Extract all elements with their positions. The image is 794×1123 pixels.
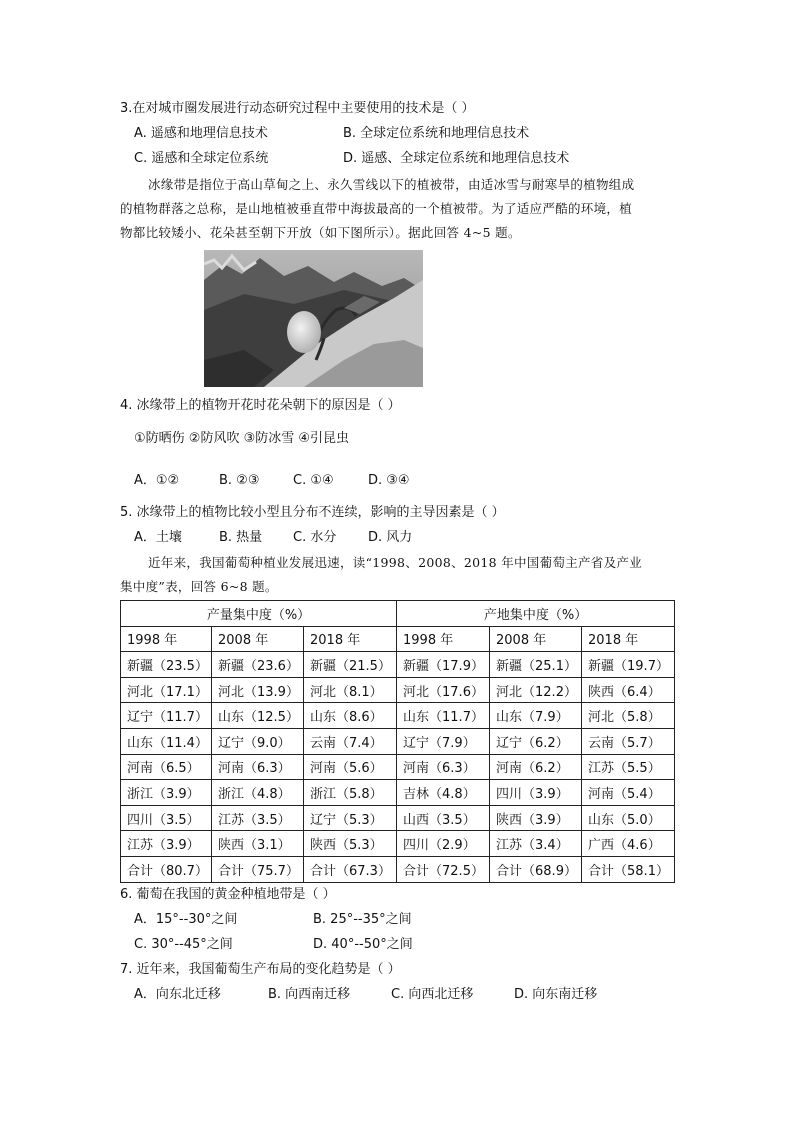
table-year-header: 2008 年 <box>212 626 304 652</box>
table-cell: 江苏（3.5） <box>212 805 304 831</box>
passage-2-line-1: 近年来，我国葡萄种植业发展迅速，读“1998、2008、2018 年中国葡萄主产省及产业 <box>148 555 642 570</box>
table-row <box>121 728 675 754</box>
grape-concentration-table <box>120 600 675 883</box>
table-cell: 浙江（5.8） <box>304 780 397 806</box>
table-row <box>121 805 675 831</box>
table-group-header-row <box>121 601 675 627</box>
question-5-option-b: B. 热量 <box>219 530 263 545</box>
table-cell: 合计（72.5） <box>397 856 490 882</box>
question-7-stem: 7. 近年来，我国葡萄生产布局的变化趋势是（ ） <box>120 962 401 977</box>
table-group-header: 产地集中度（%） <box>397 601 675 627</box>
question-4-stem: 4. 冰缘带上的植物开花时花朵朝下的原因是（ ） <box>120 398 401 413</box>
table-cell: 合计（75.7） <box>212 856 304 882</box>
question-4-option-c: C. ①④ <box>293 473 334 488</box>
table-cell: 四川（3.5） <box>121 805 212 831</box>
table-cell: 四川（3.9） <box>490 780 582 806</box>
table-cell: 河南（6.2） <box>490 754 582 780</box>
table-cell: 四川（2.9） <box>397 831 490 857</box>
table-cell: 河南（5.4） <box>582 780 675 806</box>
question-5-stem: 5. 冰缘带上的植物比较小型且分布不连续，影响的主导因素是（ ） <box>120 505 505 520</box>
table-group-header: 产量集中度（%） <box>121 601 397 627</box>
table-cell: 新疆（23.6） <box>212 652 304 678</box>
question-4-option-d: D. ③④ <box>368 473 410 488</box>
table-cell: 江苏（3.9） <box>121 831 212 857</box>
table-row <box>121 780 675 806</box>
question-7-option-a: A．向东北迁移 <box>134 987 221 1002</box>
passage-1-line-1: 冰缘带是指位于高山草甸之上、永久雪线以下的植被带，由适冰雪与耐寒旱的植物组成 <box>148 177 635 192</box>
passage-1-line-3: 物都比较矮小、花朵甚至朝下开放（如下图所示）。据此回答 4~5 题。 <box>120 225 521 240</box>
table-cell: 浙江（3.9） <box>121 780 212 806</box>
question-4-option-a: A．①② <box>134 473 180 488</box>
table-cell: 河北（8.1） <box>304 677 397 703</box>
table-cell: 山东（11.7） <box>397 703 490 729</box>
table-cell: 河南（6.3） <box>212 754 304 780</box>
question-5-option-a: A．土壤 <box>134 530 182 545</box>
table-cell: 河北（12.2） <box>490 677 582 703</box>
question-3-option-a: A. 遥感和地理信息技术 <box>134 126 268 141</box>
table-row <box>121 831 675 857</box>
passage-2-line-2: 集中度”表，回答 6~8 题。 <box>120 579 278 594</box>
question-3-stem: 3.在对城市圈发展进行动态研究过程中主要使用的技术是（ ） <box>120 101 475 116</box>
table-cell: 广西（4.6） <box>582 831 675 857</box>
table-cell: 辽宁（7.9） <box>397 728 490 754</box>
question-3-option-b: B. 全球定位系统和地理信息技术 <box>343 126 530 141</box>
table-cell: 山东（11.4） <box>121 728 212 754</box>
table-cell: 合计（68.9） <box>490 856 582 882</box>
table-cell: 陕西（3.9） <box>490 805 582 831</box>
table-cell: 辽宁（9.0） <box>212 728 304 754</box>
table-cell: 河北（17.1） <box>121 677 212 703</box>
table-cell: 河南（6.3） <box>397 754 490 780</box>
table-cell: 河北（17.6） <box>397 677 490 703</box>
table-cell: 辽宁（5.3） <box>304 805 397 831</box>
question-6-stem: 6. 葡萄在我国的黄金种植地带是（ ） <box>120 887 336 902</box>
table-cell: 河南（5.6） <box>304 754 397 780</box>
table-year-header: 2018 年 <box>582 626 675 652</box>
question-6-option-b: B. 25°--35°之间 <box>313 912 412 927</box>
table-cell: 山东（8.6） <box>304 703 397 729</box>
table-cell: 山西（3.5） <box>397 805 490 831</box>
table-row <box>121 703 675 729</box>
table-cell: 合计（58.1） <box>582 856 675 882</box>
table-year-header-row <box>121 626 675 652</box>
table-cell: 山东（7.9） <box>490 703 582 729</box>
question-4-option-b: B. ②③ <box>219 473 260 488</box>
table-row <box>121 677 675 703</box>
table-cell: 浙江（4.8） <box>212 780 304 806</box>
table-cell: 辽宁（11.7） <box>121 703 212 729</box>
question-7-option-d: D. 向东南迁移 <box>514 987 598 1002</box>
table-row <box>121 856 675 882</box>
table-cell: 云南（7.4） <box>304 728 397 754</box>
question-7-option-c: C. 向西北迁移 <box>391 987 474 1002</box>
table-row <box>121 652 675 678</box>
question-6-option-a: A．15°--30°之间 <box>134 912 238 927</box>
table-cell: 山东（12.5） <box>212 703 304 729</box>
table-cell: 陕西（6.4） <box>582 677 675 703</box>
table-year-header: 1998 年 <box>397 626 490 652</box>
table-cell: 河南（6.5） <box>121 754 212 780</box>
table-cell: 江苏（3.4） <box>490 831 582 857</box>
table-cell: 新疆（23.5） <box>121 652 212 678</box>
table-year-header: 2008 年 <box>490 626 582 652</box>
table-cell: 吉林（4.8） <box>397 780 490 806</box>
question-5-option-c: C. 水分 <box>293 530 337 545</box>
question-6-option-c: C. 30°--45°之间 <box>134 937 233 952</box>
question-4-choices: ①防晒伤 ②防风吹 ③防冰雪 ④引昆虫 <box>134 431 350 446</box>
table-cell: 山东（5.0） <box>582 805 675 831</box>
passage-1-line-2: 的植物群落之总称，是山地植被垂直带中海拔最高的一个植被带。为了适应严酷的环境，植 <box>120 201 633 216</box>
alpine-flower-photo-image <box>204 250 423 387</box>
table-cell: 新疆（21.5） <box>304 652 397 678</box>
question-3-option-c: C. 遥感和全球定位系统 <box>134 151 269 166</box>
alpine-flower-photo <box>204 250 423 387</box>
table-cell: 云南（5.7） <box>582 728 675 754</box>
table-cell: 河北（5.8） <box>582 703 675 729</box>
table-cell: 新疆（19.7） <box>582 652 675 678</box>
table-cell: 陕西（5.3） <box>304 831 397 857</box>
question-7-option-b: B. 向西南迁移 <box>268 987 351 1002</box>
table-cell: 合计（80.7） <box>121 856 212 882</box>
table-year-header: 2018 年 <box>304 626 397 652</box>
table-cell: 合计（67.3） <box>304 856 397 882</box>
table-cell: 新疆（17.9） <box>397 652 490 678</box>
table-cell: 新疆（25.1） <box>490 652 582 678</box>
table-cell: 辽宁（6.2） <box>490 728 582 754</box>
table-cell: 江苏（5.5） <box>582 754 675 780</box>
question-5-option-d: D. 风力 <box>368 530 413 545</box>
table-cell: 陕西（3.1） <box>212 831 304 857</box>
question-6-option-d: D. 40°--50°之间 <box>313 937 413 952</box>
table-cell: 河北（13.9） <box>212 677 304 703</box>
table-year-header: 1998 年 <box>121 626 212 652</box>
table-row <box>121 754 675 780</box>
question-3-option-d: D. 遥感、全球定位系统和地理信息技术 <box>343 151 570 166</box>
